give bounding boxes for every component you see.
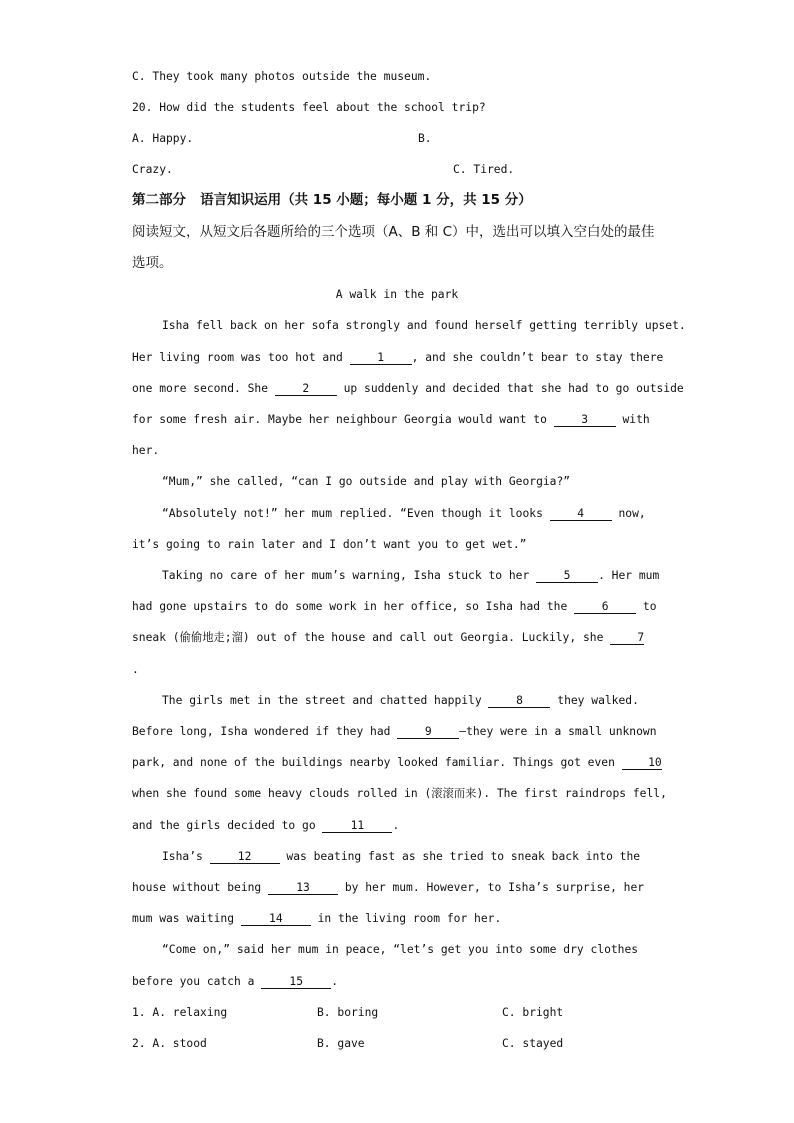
option-1a: 1. A. relaxing — [132, 1006, 228, 1019]
blank-14: 14 — [241, 912, 311, 926]
p6-line2: house without being 13 by her mum. However, to Isha’s surprise, her — [132, 881, 645, 894]
p3-line1: “Absolutely not!” her mum replied. “Even though it looks 4 now, — [162, 507, 646, 520]
option-1c: C. bright — [502, 1006, 564, 1019]
blank-6: 6 — [574, 600, 636, 614]
blank-12: 12 — [210, 850, 280, 864]
q20-option-a: A. Happy. — [132, 132, 194, 145]
p4-line4: . — [132, 663, 139, 676]
option-2c: C. stayed — [502, 1037, 564, 1050]
p5-line2: Before long, Isha wondered if they had 9 —they were in a small unknown — [132, 725, 657, 738]
blank-11: 11 — [322, 819, 392, 833]
p1-line2: Her living room was too hot and 1 , and she couldn’t bear to stay there — [132, 351, 664, 364]
q20-option-b-text: Crazy. — [132, 163, 173, 176]
q20-option-b: B. — [418, 132, 432, 145]
p3-line2: it’s going to rain later and I don’t want you to get wet.” — [132, 538, 527, 551]
p7-line1: “Come on,” said her mum in peace, “let’s get you into some dry clothes — [162, 943, 639, 956]
blank-3: 3 — [554, 413, 616, 427]
p4-line3: sneak (偷偷地走;溜) out of the house and call out Georgia. Luckily, she 7 — [132, 631, 645, 644]
blank-10: 10 — [622, 756, 662, 770]
option-1b: B. boring — [317, 1006, 379, 1019]
p1-line5: her. — [132, 444, 160, 457]
q19-option-c: C. They took many photos outside the museum. — [132, 70, 432, 83]
p7-line2: before you catch a 15 . — [132, 975, 339, 988]
blank-5: 5 — [536, 569, 598, 583]
p1-line4: for some fresh air. Maybe her neighbour Georgia would want to 3 with — [132, 413, 650, 426]
blank-1: 1 — [350, 351, 412, 365]
part2-heading: 第二部分 语言知识运用（共 15 小题；每小题 1 分，共 15 分） — [132, 192, 532, 208]
blank-15: 15 — [261, 975, 331, 989]
p1-line3: one more second. She 2 up suddenly and decided that she had to go outside — [132, 382, 684, 395]
q20-option-c: C. Tired. — [453, 163, 515, 176]
blank-4: 4 — [550, 507, 612, 521]
p2-line1: “Mum,” she called, “can I go outside and play with Georgia?” — [162, 475, 571, 488]
part2-instruction-2: 选项。 — [132, 255, 173, 271]
p6-line3: mum was waiting 14 in the living room for her. — [132, 912, 502, 925]
blank-8: 8 — [488, 694, 550, 708]
option-2a: 2. A. stood — [132, 1037, 207, 1050]
p1-line1: Isha fell back on her sofa strongly and found herself getting terribly upset. — [162, 319, 686, 332]
passage-title: A walk in the park — [335, 288, 459, 301]
p4-line1: Taking no care of her mum’s warning, Isha stuck to her 5 . Her mum — [162, 569, 660, 582]
part2-instruction-1: 阅读短文，从短文后各题所给的三个选项（A、B 和 C）中，选出可以填入空白处的最佳 — [132, 224, 655, 240]
p5-line4: when she found some heavy clouds rolled in (滚滚而来). The first raindrops fell, — [132, 787, 667, 800]
p5-line3: park, and none of the buildings nearby looked familiar. Things got even 10 — [132, 756, 662, 769]
blank-9: 9 — [397, 725, 459, 739]
blank-13: 13 — [268, 881, 338, 895]
p4-line2: had gone upstairs to do some work in her office, so Isha had the 6 to — [132, 600, 657, 613]
option-2b: B. gave — [317, 1037, 365, 1050]
p5-line5: and the girls decided to go 11 . — [132, 819, 400, 832]
q20-question: 20. How did the students feel about the school trip? — [132, 101, 486, 114]
blank-2: 2 — [275, 382, 337, 396]
p5-line1: The girls met in the street and chatted happily 8 they walked. — [162, 694, 639, 707]
blank-7: 7 — [610, 631, 644, 645]
p6-line1: Isha’s 12 was beating fast as she tried to sneak back into the — [162, 850, 641, 863]
